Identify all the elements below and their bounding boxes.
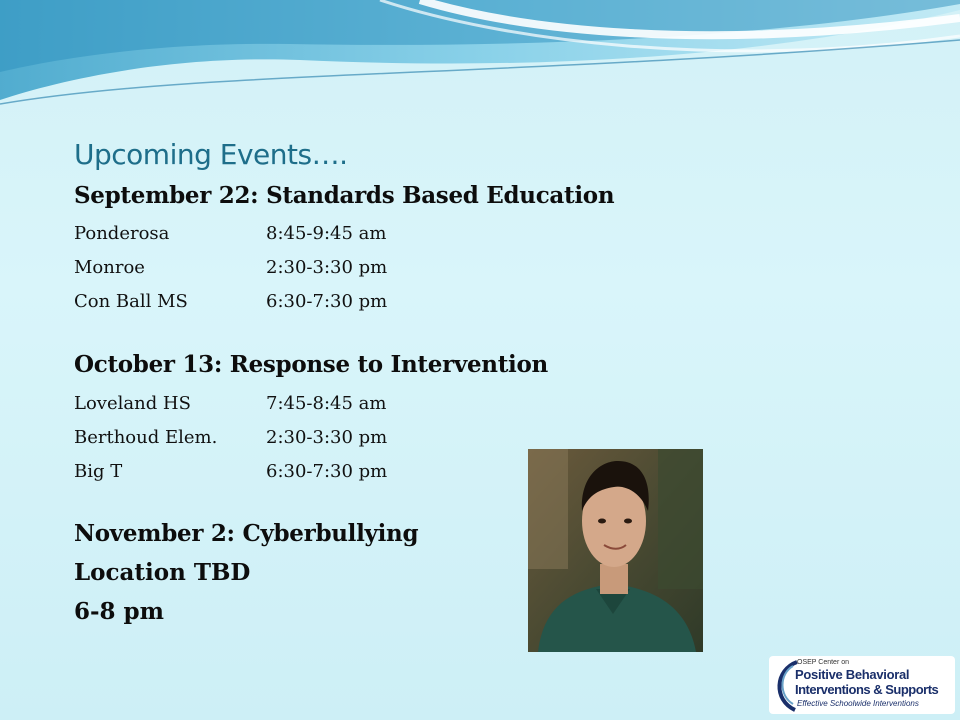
- speaker-photo: [528, 449, 703, 652]
- session-time: 6:30-7:30 pm: [266, 291, 388, 312]
- event-location-line: Location TBD: [74, 559, 251, 586]
- event-time-line: 6-8 pm: [74, 598, 164, 625]
- session-location: Loveland HS: [74, 393, 191, 414]
- session-time: 8:45-9:45 am: [266, 223, 387, 244]
- header-wave-decoration: [0, 0, 960, 120]
- session-location: Berthoud Elem.: [74, 427, 218, 448]
- logo-line-3: Effective Schoolwide Interventions: [797, 699, 919, 708]
- session-time: 2:30-3:30 pm: [266, 257, 388, 278]
- slide-title: Upcoming Events….: [74, 138, 348, 171]
- session-location: Con Ball MS: [74, 291, 188, 312]
- logo-line-1: Positive Behavioral: [795, 667, 910, 682]
- session-location: Big T: [74, 461, 123, 482]
- event-heading-november: November 2: Cyberbullying: [74, 520, 419, 547]
- session-time: 2:30-3:30 pm: [266, 427, 388, 448]
- session-location: Monroe: [74, 257, 145, 278]
- session-location: Ponderosa: [74, 223, 170, 244]
- pbis-logo: [769, 656, 955, 714]
- event-heading-september: September 22: Standards Based Education: [74, 182, 615, 209]
- session-time: 6:30-7:30 pm: [266, 461, 388, 482]
- session-time: 7:45-8:45 am: [266, 393, 387, 414]
- logo-line-2: Interventions & Supports: [795, 682, 939, 697]
- event-heading-october: October 13: Response to Intervention: [74, 351, 548, 378]
- logo-top-line: OSEP Center on: [797, 659, 850, 666]
